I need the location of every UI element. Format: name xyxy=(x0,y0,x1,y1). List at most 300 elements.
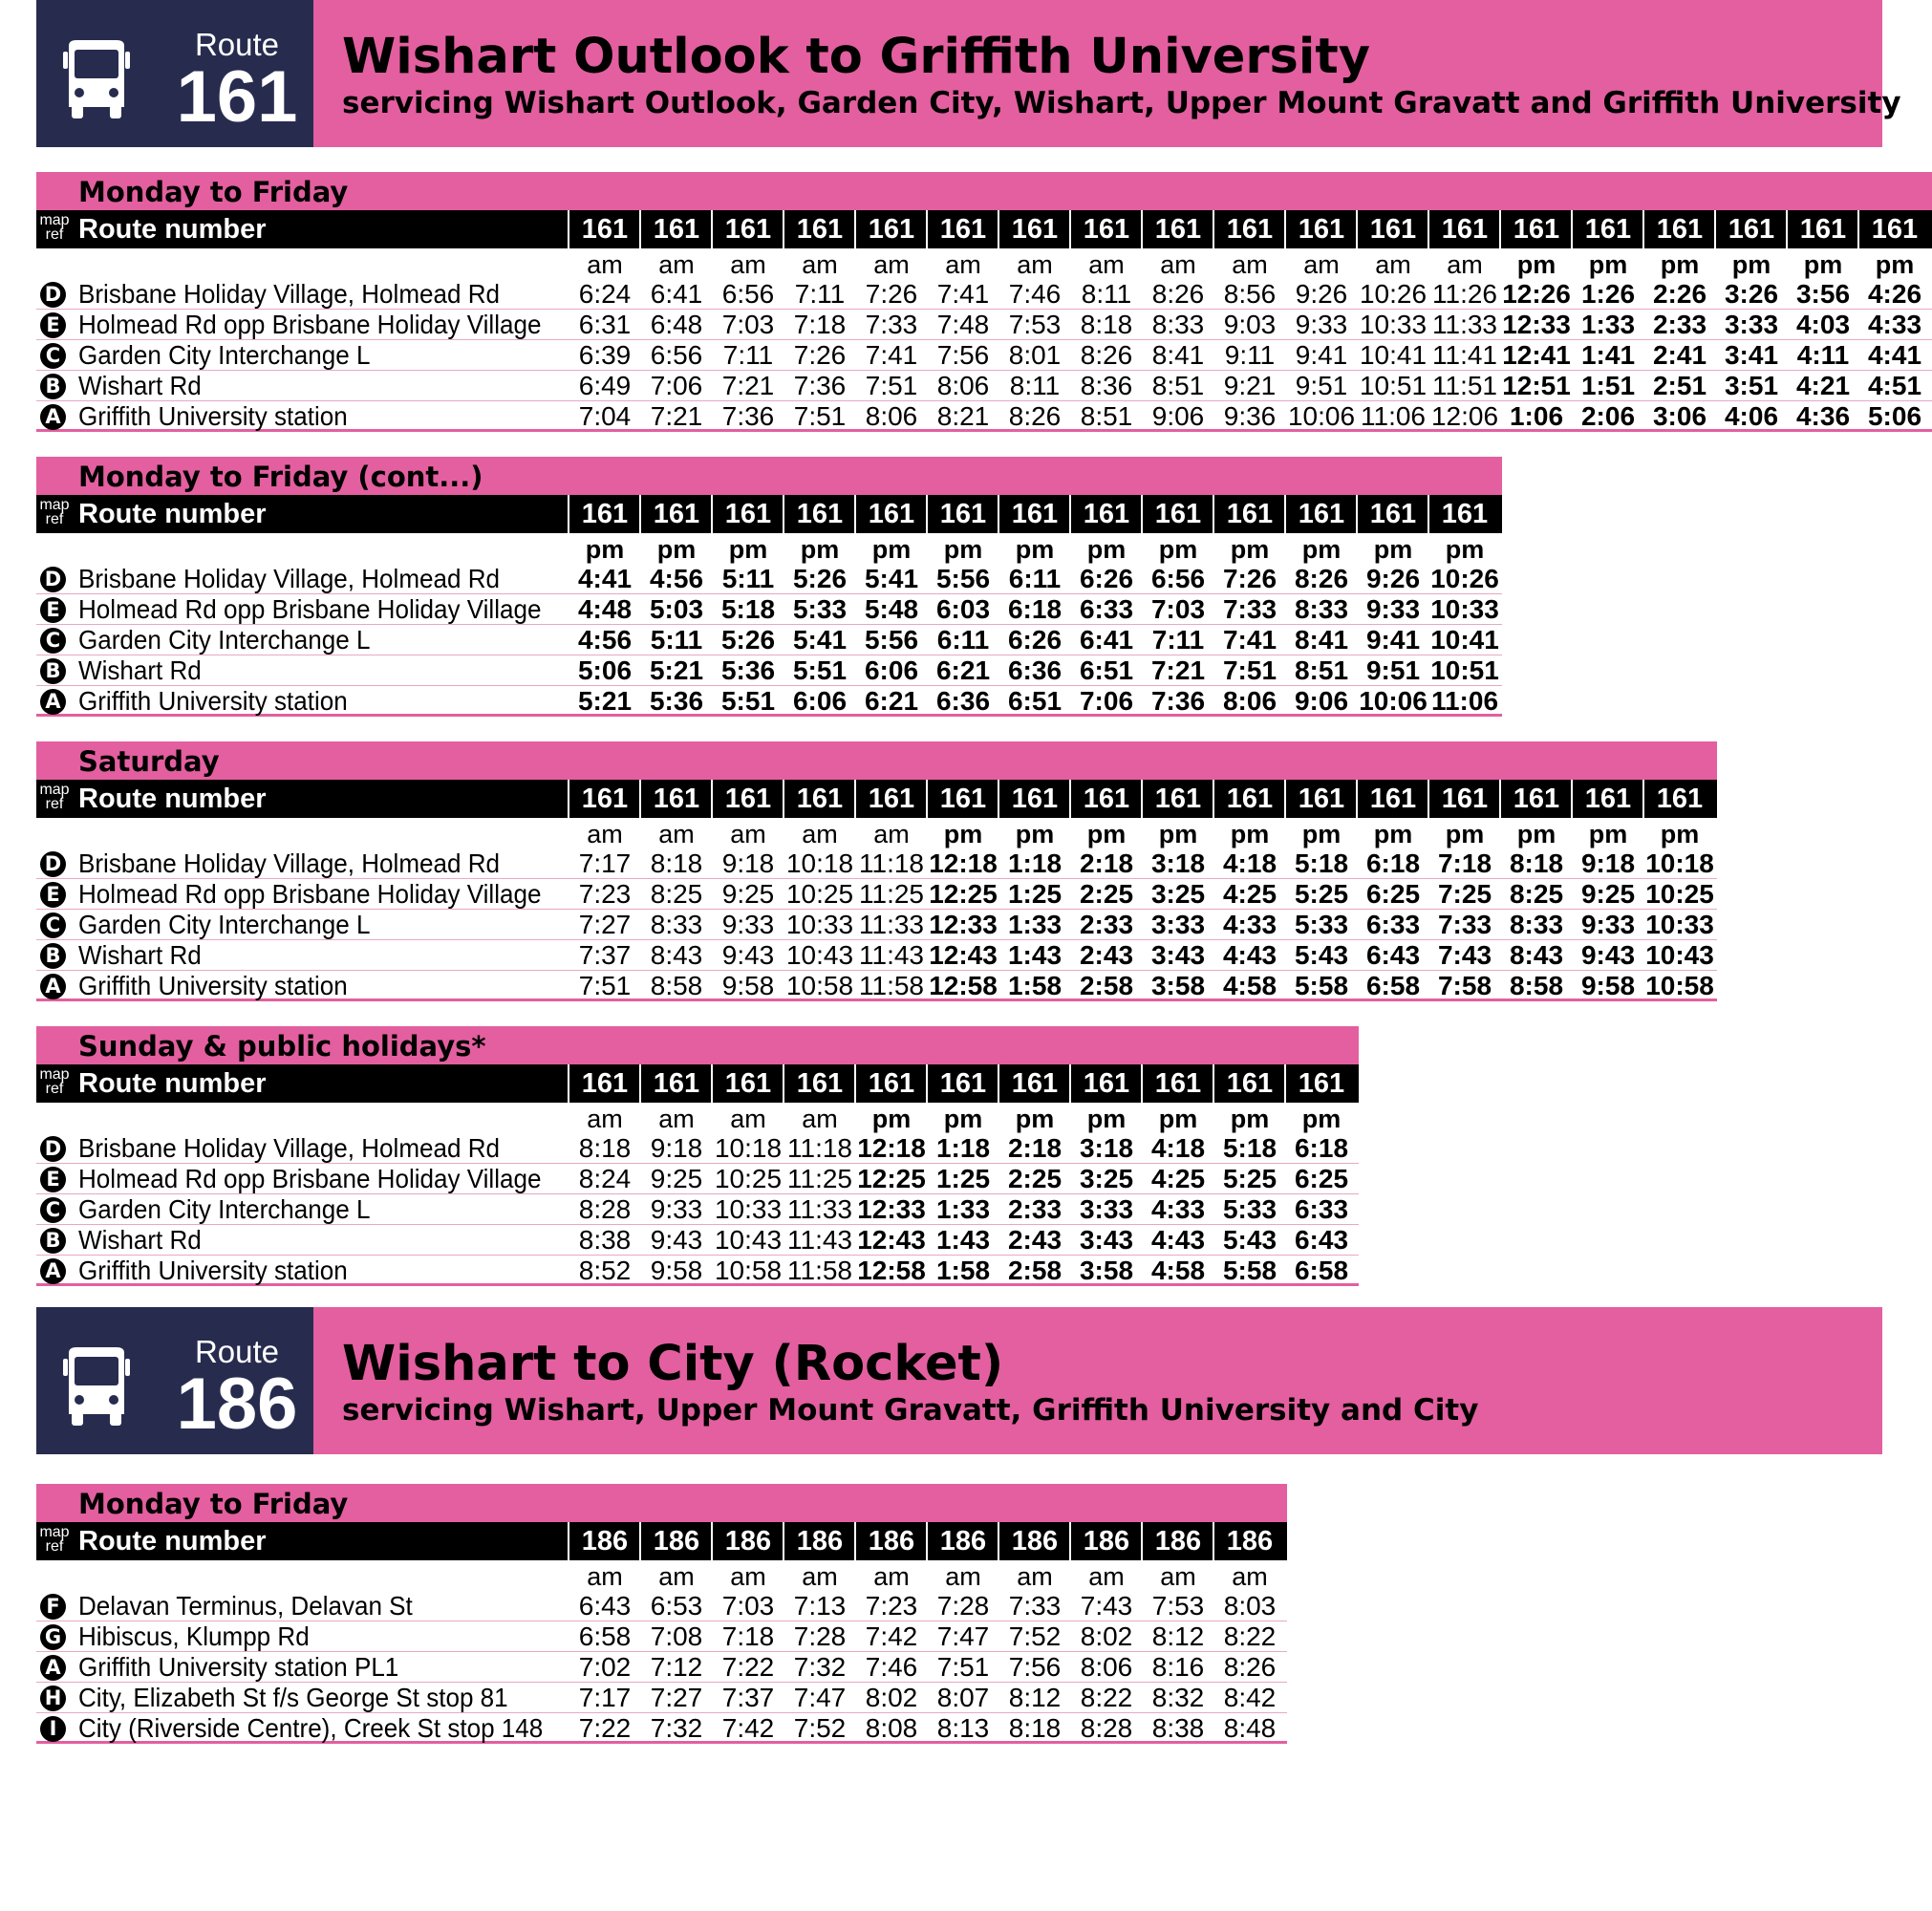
period-label: pm xyxy=(1158,820,1198,848)
route-code: 161 xyxy=(724,784,772,814)
departure-time: 8:33 xyxy=(1294,594,1349,624)
route-badge xyxy=(36,0,313,147)
route-code: 161 xyxy=(939,499,987,529)
departure-time: 6:39 xyxy=(578,340,632,370)
departure-time: 12:06 xyxy=(1430,401,1499,431)
map-ref-label xyxy=(36,783,73,811)
route-code: 186 xyxy=(653,1526,700,1557)
departure-time: 9:33 xyxy=(1580,910,1636,939)
departure-time: 3:51 xyxy=(1724,371,1779,400)
departure-time: 9:58 xyxy=(721,971,775,1000)
departure-time: 9:41 xyxy=(1365,625,1421,655)
departure-time: 10:25 xyxy=(714,1164,783,1193)
route-code: 161 xyxy=(1154,1068,1202,1099)
period-label: pm xyxy=(1230,1105,1270,1133)
map-ref-a-icon: A xyxy=(40,1655,66,1681)
bus-icon xyxy=(61,40,132,120)
period-label: am xyxy=(1447,250,1483,279)
departure-time: 9:25 xyxy=(721,879,775,909)
departure-time: 8:13 xyxy=(936,1713,990,1743)
departure-time: 3:41 xyxy=(1724,340,1779,370)
departure-time: 2:25 xyxy=(1079,879,1134,909)
route-code: 161 xyxy=(1298,1068,1345,1099)
period-label: pm xyxy=(871,1105,912,1133)
stop-row xyxy=(36,625,1502,655)
departure-time: 8:36 xyxy=(1080,371,1133,400)
route-code: 161 xyxy=(868,784,915,814)
route-code: 161 xyxy=(1441,784,1489,814)
departure-time: 3:06 xyxy=(1652,401,1707,431)
departure-time: 5:25 xyxy=(1294,879,1349,909)
departure-time: 5:25 xyxy=(1222,1164,1277,1193)
route-header xyxy=(36,0,1901,147)
period-label: am xyxy=(730,1105,766,1133)
departure-time: 4:58 xyxy=(1150,1256,1206,1285)
departure-time: 9:43 xyxy=(650,1225,703,1255)
route-number-label: Route number xyxy=(78,1068,267,1099)
period-label: am xyxy=(945,1562,981,1591)
departure-time: 7:17 xyxy=(578,1683,632,1712)
route-code: 161 xyxy=(1083,499,1130,529)
departure-time: 7:25 xyxy=(1437,879,1492,909)
departure-time: 10:25 xyxy=(785,879,854,909)
departure-time: 5:11 xyxy=(650,625,703,655)
departure-time: 8:43 xyxy=(1509,940,1564,970)
map-ref-label xyxy=(36,1525,73,1554)
departure-time: 8:02 xyxy=(865,1683,918,1712)
stop-name: Brisbane Holiday Village, Holmead Rd xyxy=(78,279,500,309)
period-label: pm xyxy=(1660,250,1700,279)
day-header xyxy=(36,741,1717,780)
departure-time: 9:06 xyxy=(1294,686,1349,716)
departure-time: 8:06 xyxy=(1222,686,1277,716)
departure-time: 5:06 xyxy=(577,655,633,685)
route-code: 186 xyxy=(581,1526,629,1557)
day-header xyxy=(36,1026,1359,1064)
departure-time: 2:41 xyxy=(1652,340,1707,370)
departure-time: 6:51 xyxy=(1079,655,1134,685)
stop-row xyxy=(36,686,1502,717)
departure-time: 5:56 xyxy=(864,625,919,655)
stop-name: Griffith University station xyxy=(78,401,348,431)
period-label: am xyxy=(587,1105,623,1133)
route-code: 161 xyxy=(1369,784,1417,814)
route-code: 161 xyxy=(1369,214,1417,245)
departure-time: 5:58 xyxy=(1294,971,1349,1000)
day-title: Saturday xyxy=(78,745,220,778)
route-code: 161 xyxy=(1656,784,1704,814)
map-ref-d-icon: D xyxy=(40,282,66,308)
departure-time: 7:26 xyxy=(865,279,918,309)
route-code: 186 xyxy=(939,1526,987,1557)
route-code: 161 xyxy=(868,214,915,245)
departure-time: 6:41 xyxy=(1079,625,1134,655)
period-label: pm xyxy=(585,535,625,564)
departure-time: 7:21 xyxy=(1150,655,1206,685)
departure-time: 7:41 xyxy=(936,279,990,309)
departure-time: 6:11 xyxy=(936,625,990,655)
departure-time: 8:26 xyxy=(1151,279,1205,309)
map-ref-i-icon: I xyxy=(40,1716,66,1742)
departure-time: 10:33 xyxy=(1359,310,1428,339)
route-code: 161 xyxy=(1011,1068,1059,1099)
period-label: am xyxy=(1160,1562,1196,1591)
period-label: pm xyxy=(656,535,697,564)
departure-time: 7:18 xyxy=(793,310,847,339)
route-label: Route xyxy=(194,27,280,62)
departure-time: 11:18 xyxy=(787,1133,852,1163)
departure-time: 8:33 xyxy=(650,910,703,939)
stop-row xyxy=(36,1256,1359,1286)
period-label: pm xyxy=(943,535,983,564)
departure-time: 5:26 xyxy=(720,625,776,655)
route-code: 161 xyxy=(796,1068,844,1099)
departure-time: 6:18 xyxy=(1294,1133,1349,1163)
departure-time: 10:33 xyxy=(1645,910,1714,939)
departure-time: 8:16 xyxy=(1151,1652,1205,1682)
departure-time: 10:26 xyxy=(1430,564,1499,593)
period-label: am xyxy=(1088,1562,1125,1591)
departure-time: 8:12 xyxy=(1151,1621,1205,1651)
route-code: 186 xyxy=(1083,1526,1130,1557)
route-code: 161 xyxy=(1441,214,1489,245)
departure-time: 6:06 xyxy=(792,686,848,716)
departure-time: 8:41 xyxy=(1294,625,1349,655)
map-ref-label xyxy=(36,498,73,526)
map-ref-line-2: ref xyxy=(45,796,64,812)
period-label: pm xyxy=(1015,1105,1055,1133)
departure-time: 3:33 xyxy=(1079,1194,1134,1224)
stop-name: Griffith University station xyxy=(78,1256,348,1285)
departure-time: 6:49 xyxy=(578,371,632,400)
period-label: pm xyxy=(871,535,912,564)
departure-time: 8:28 xyxy=(578,1194,632,1224)
departure-time: 2:18 xyxy=(1079,848,1134,878)
departure-time: 8:32 xyxy=(1151,1683,1205,1712)
departure-time: 4:25 xyxy=(1222,879,1277,909)
route-code: 161 xyxy=(1011,499,1059,529)
departure-time: 5:41 xyxy=(792,625,848,655)
departure-time: 6:43 xyxy=(1294,1225,1349,1255)
departure-time: 9:18 xyxy=(1580,848,1636,878)
departure-time: 10:26 xyxy=(1359,279,1428,309)
period-label: am xyxy=(658,1105,695,1133)
period-label: am xyxy=(945,250,981,279)
bus-icon xyxy=(61,1347,132,1428)
departure-time: 6:43 xyxy=(1365,940,1421,970)
stop-row xyxy=(36,1225,1359,1256)
route-code: 161 xyxy=(1441,499,1489,529)
departure-time: 2:43 xyxy=(1007,1225,1063,1255)
departure-time: 9:33 xyxy=(1365,594,1421,624)
map-ref-f-icon: F xyxy=(40,1594,66,1620)
departure-time: 12:25 xyxy=(929,879,998,909)
map-ref-label xyxy=(36,1067,73,1096)
departure-time: 7:46 xyxy=(1008,279,1062,309)
route-code: 161 xyxy=(653,784,700,814)
period-label: pm xyxy=(800,535,840,564)
departure-time: 9:33 xyxy=(650,1194,703,1224)
departure-time: 3:26 xyxy=(1724,279,1779,309)
departure-time: 8:06 xyxy=(865,401,918,431)
route-code: 161 xyxy=(1226,499,1274,529)
map-ref-d-icon: D xyxy=(40,851,66,877)
map-ref-c-icon: C xyxy=(40,1197,66,1223)
map-ref-line-2: ref xyxy=(45,226,64,243)
departure-time: 8:51 xyxy=(1080,401,1133,431)
route-title: Wishart Outlook to Griffith University xyxy=(342,29,1371,85)
departure-time: 8:58 xyxy=(650,971,703,1000)
stop-name: Brisbane Holiday Village, Holmead Rd xyxy=(78,564,500,593)
route-title: Wishart to City (Rocket) xyxy=(342,1336,1004,1392)
period-label: pm xyxy=(1086,1105,1127,1133)
period-label: pm xyxy=(943,820,983,848)
stop-name: Wishart Rd xyxy=(78,1225,202,1255)
departure-time: 4:33 xyxy=(1222,910,1277,939)
departure-time: 12:58 xyxy=(929,971,998,1000)
map-ref-label xyxy=(36,213,73,242)
departure-time: 7:03 xyxy=(721,1591,775,1621)
period-label: am xyxy=(802,820,838,848)
departure-time: 11:58 xyxy=(787,1256,852,1285)
period-label: pm xyxy=(1516,250,1556,279)
period-label: am xyxy=(1375,250,1411,279)
departure-time: 7:51 xyxy=(793,401,847,431)
departure-time: 5:18 xyxy=(1294,848,1349,878)
stop-row xyxy=(36,1194,1359,1225)
departure-time: 8:43 xyxy=(650,940,703,970)
departure-time: 9:21 xyxy=(1223,371,1277,400)
departure-time: 7:48 xyxy=(936,310,990,339)
route-number-label: Route number xyxy=(78,499,267,529)
departure-time: 10:58 xyxy=(1645,971,1714,1000)
departure-time: 10:58 xyxy=(785,971,854,1000)
period-label: pm xyxy=(1731,250,1771,279)
departure-time: 9:58 xyxy=(1580,971,1636,1000)
departure-time: 6:26 xyxy=(1007,625,1063,655)
stop-name: Griffith University station xyxy=(78,971,348,1000)
route-code: 161 xyxy=(581,1068,629,1099)
departure-time: 6:48 xyxy=(650,310,703,339)
departure-time: 5:06 xyxy=(1867,401,1922,431)
departure-time: 8:38 xyxy=(578,1225,632,1255)
map-ref-b-icon: B xyxy=(40,374,66,399)
departure-time: 1:06 xyxy=(1509,401,1564,431)
stop-row xyxy=(36,848,1717,879)
route-code: 161 xyxy=(1226,784,1274,814)
route-code: 161 xyxy=(1369,499,1417,529)
map-ref-e-icon: E xyxy=(40,1167,66,1192)
departure-time: 4:18 xyxy=(1222,848,1277,878)
timetable-section xyxy=(36,741,1717,1005)
departure-time: 9:33 xyxy=(721,910,775,939)
departure-time: 7:51 xyxy=(865,371,918,400)
day-title: Monday to Friday xyxy=(78,176,349,208)
departure-time: 6:24 xyxy=(578,279,632,309)
route-code: 186 xyxy=(868,1526,915,1557)
departure-time: 4:11 xyxy=(1796,340,1850,370)
departure-time: 9:11 xyxy=(1224,340,1276,370)
departure-time: 8:11 xyxy=(1081,279,1132,309)
departure-time: 12:33 xyxy=(929,910,998,939)
departure-time: 11:33 xyxy=(859,910,924,939)
departure-time: 8:18 xyxy=(650,848,703,878)
map-ref-c-icon: C xyxy=(40,628,66,654)
departure-time: 3:25 xyxy=(1079,1164,1134,1193)
departure-time: 8:22 xyxy=(1080,1683,1133,1712)
departure-time: 12:26 xyxy=(1502,279,1571,309)
departure-time: 10:41 xyxy=(1359,340,1428,370)
map-ref-line-2: ref xyxy=(45,511,64,527)
departure-time: 4:43 xyxy=(1150,1225,1206,1255)
departure-time: 4:41 xyxy=(577,564,633,593)
departure-time: 9:18 xyxy=(650,1133,703,1163)
route-code: 161 xyxy=(1154,784,1202,814)
stop-row xyxy=(36,1133,1359,1164)
route-code: 161 xyxy=(1728,214,1775,245)
departure-time: 8:26 xyxy=(1080,340,1133,370)
period-label: am xyxy=(802,250,838,279)
route-code: 161 xyxy=(1656,214,1704,245)
departure-time: 2:51 xyxy=(1652,371,1707,400)
departure-time: 3:43 xyxy=(1150,940,1206,970)
departure-time: 11:51 xyxy=(1432,371,1497,400)
departure-time: 6:26 xyxy=(1079,564,1134,593)
departure-time: 11:58 xyxy=(859,971,924,1000)
map-ref-line-2: ref xyxy=(45,1081,64,1097)
departure-time: 8:33 xyxy=(1509,910,1564,939)
departure-time: 3:58 xyxy=(1150,971,1206,1000)
departure-time: 4:41 xyxy=(1867,340,1922,370)
departure-time: 12:43 xyxy=(929,940,998,970)
departure-time: 9:26 xyxy=(1295,279,1348,309)
stop-name: Wishart Rd xyxy=(78,655,202,685)
departure-time: 8:26 xyxy=(1008,401,1062,431)
departure-time: 3:25 xyxy=(1150,879,1206,909)
departure-time: 5:56 xyxy=(935,564,991,593)
period-label: am xyxy=(1303,250,1340,279)
stop-row xyxy=(36,655,1502,686)
departure-time: 8:51 xyxy=(1151,371,1205,400)
departure-time: 8:56 xyxy=(1223,279,1277,309)
departure-time: 1:26 xyxy=(1580,279,1636,309)
route-code: 161 xyxy=(1083,784,1130,814)
departure-time: 8:25 xyxy=(650,879,703,909)
departure-time: 8:41 xyxy=(1151,340,1205,370)
departure-time: 4:06 xyxy=(1724,401,1779,431)
route-code: 161 xyxy=(1226,214,1274,245)
departure-time: 7:03 xyxy=(1150,594,1206,624)
departure-time: 5:51 xyxy=(792,655,848,685)
route-code: 186 xyxy=(724,1526,772,1557)
stop-row xyxy=(36,910,1717,940)
departure-time: 11:06 xyxy=(1361,401,1426,431)
route-code: 161 xyxy=(1011,784,1059,814)
stop-name: Brisbane Holiday Village, Holmead Rd xyxy=(78,1133,500,1163)
map-ref-h-icon: H xyxy=(40,1686,66,1711)
departure-time: 7:37 xyxy=(721,1683,775,1712)
departure-time: 9:36 xyxy=(1223,401,1277,431)
departure-time: 1:43 xyxy=(935,1225,991,1255)
departure-time: 6:58 xyxy=(1294,1256,1349,1285)
departure-time: 7:51 xyxy=(936,1652,990,1682)
departure-time: 1:58 xyxy=(1007,971,1063,1000)
map-ref-line-1: map xyxy=(39,497,70,513)
map-ref-a-icon: A xyxy=(40,1258,66,1284)
departure-time: 7:42 xyxy=(865,1621,918,1651)
map-ref-line-1: map xyxy=(39,1066,70,1083)
departure-time: 2:58 xyxy=(1079,971,1134,1000)
departure-time: 6:18 xyxy=(1365,848,1421,878)
period-label: am xyxy=(587,820,623,848)
departure-time: 4:58 xyxy=(1222,971,1277,1000)
departure-time: 4:48 xyxy=(577,594,633,624)
departure-time: 2:33 xyxy=(1007,1194,1063,1224)
departure-time: 6:21 xyxy=(935,655,991,685)
map-ref-g-icon: G xyxy=(40,1624,66,1650)
departure-time: 6:58 xyxy=(578,1621,632,1651)
period-label: pm xyxy=(1015,535,1055,564)
period-label: pm xyxy=(1158,535,1198,564)
departure-time: 12:18 xyxy=(929,848,998,878)
departure-time: 8:18 xyxy=(1008,1713,1062,1743)
stop-row xyxy=(36,279,1932,310)
departure-time: 6:56 xyxy=(650,340,703,370)
departure-time: 1:58 xyxy=(935,1256,991,1285)
stop-row xyxy=(36,1164,1359,1194)
departure-time: 4:21 xyxy=(1795,371,1851,400)
departure-time: 9:41 xyxy=(1295,340,1348,370)
departure-time: 8:26 xyxy=(1294,564,1349,593)
departure-time: 9:43 xyxy=(1580,940,1636,970)
departure-time: 7:28 xyxy=(793,1621,847,1651)
departure-time: 5:03 xyxy=(649,594,704,624)
departure-time: 2:06 xyxy=(1580,401,1636,431)
departure-time: 10:33 xyxy=(785,910,854,939)
map-ref-d-icon: D xyxy=(40,1136,66,1162)
period-label: pm xyxy=(1516,820,1556,848)
departure-time: 7:26 xyxy=(793,340,847,370)
departure-time: 8:06 xyxy=(1080,1652,1133,1682)
stop-row xyxy=(36,1652,1287,1683)
stop-name: Garden City Interchange L xyxy=(78,340,371,370)
departure-time: 8:11 xyxy=(1009,371,1061,400)
departure-time: 11:41 xyxy=(1432,340,1497,370)
route-code: 161 xyxy=(796,214,844,245)
route-code: 161 xyxy=(1513,784,1560,814)
departure-time: 7:12 xyxy=(650,1652,703,1682)
departure-time: 6:51 xyxy=(1007,686,1063,716)
stop-name: Garden City Interchange L xyxy=(78,625,371,655)
departure-time: 7:56 xyxy=(936,340,990,370)
route-subtitle: servicing Wishart, Upper Mount Gravatt, Griffith University and City xyxy=(342,1393,1479,1428)
departure-time: 8:58 xyxy=(1509,971,1564,1000)
departure-time: 7:58 xyxy=(1437,971,1492,1000)
route-number-label: Route number xyxy=(78,214,267,245)
departure-time: 5:11 xyxy=(721,564,775,593)
departure-time: 5:58 xyxy=(1222,1256,1277,1285)
stop-name: Holmead Rd opp Brisbane Holiday Village xyxy=(78,1164,542,1193)
departure-time: 8:48 xyxy=(1223,1713,1277,1743)
departure-time: 7:11 xyxy=(1151,625,1205,655)
period-label: pm xyxy=(1158,1105,1198,1133)
departure-time: 2:25 xyxy=(1007,1164,1063,1193)
departure-time: 6:06 xyxy=(864,655,919,685)
departure-time: 12:43 xyxy=(857,1225,926,1255)
map-ref-line-1: map xyxy=(39,1524,70,1540)
stop-name: Brisbane Holiday Village, Holmead Rd xyxy=(78,848,500,878)
route-code: 161 xyxy=(581,499,629,529)
